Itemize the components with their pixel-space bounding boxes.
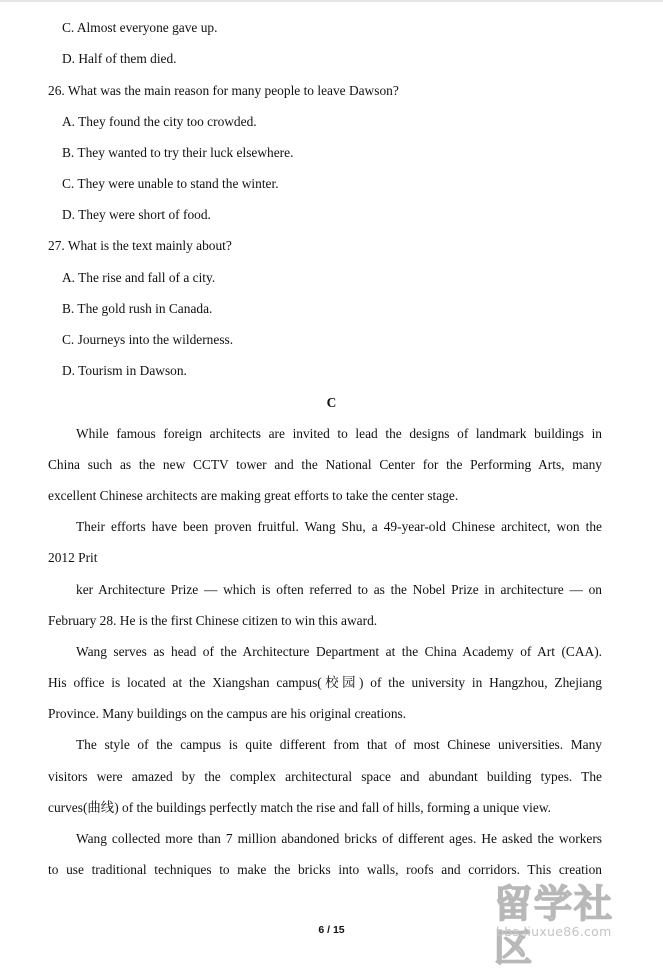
passage-line: Their efforts have been proven fruitful. Wang Shu, a 49-year-old Chinese architect, won the (76, 519, 602, 534)
passage-line: The style of the campus is quite different from that of most Chinese universities. Many (76, 737, 602, 752)
q27-option-c: C. Journeys into the wilderness. (62, 332, 234, 347)
passage-line: to use traditional techniques to make the bricks into walls, roofs and corridors. This creation (48, 862, 602, 877)
q26-option-c: C. They were unable to stand the winter. (62, 176, 279, 191)
passage-line: ker Architecture Prize — which is often referred to as the Nobel Prize in architecture — on (76, 582, 602, 597)
passage-line: His office is located at the Xiangshan campus(校园) of the university in Hangzhou, Zhejiang (48, 675, 602, 690)
passage-line: While famous foreign architects are invited to lead the designs of landmark buildings in (76, 426, 602, 441)
watermark-url: bbs.liuxue86.com (496, 924, 612, 939)
q26-option-d: D. They were short of food. (62, 207, 211, 222)
passage-line: Wang serves as head of the Architecture Department at the China Academy of Art (CAA). (76, 644, 602, 659)
passage-line: curves(曲线) of the buildings perfectly match the rise and fall of hills, forming a unique view. (48, 800, 551, 815)
passage-line: excellent Chinese architects are making great efforts to take the center stage. (48, 488, 459, 503)
page-number: 6 / 15 (318, 924, 345, 936)
q25-option-d: D. Half of them died. (62, 51, 177, 66)
q25-option-c: C. Almost everyone gave up. (62, 20, 218, 35)
q26-option-a: A. They found the city too crowded. (62, 114, 257, 129)
section-heading: C (326, 395, 337, 410)
passage-line: Wang collected more than 7 million abandoned bricks of different ages. He asked the workers (76, 831, 602, 846)
passage-line: 2012 Prit (48, 550, 98, 565)
q27-question: 27. What is the text mainly about? (48, 238, 232, 253)
passage-line: Province. Many buildings on the campus are his original creations. (48, 706, 407, 721)
q27-option-d: D. Tourism in Dawson. (62, 363, 187, 378)
q27-option-b: B. The gold rush in Canada. (62, 301, 213, 316)
watermark-logo: 留学社区 (494, 882, 615, 970)
q26-option-b: B. They wanted to try their luck elsewhere. (62, 145, 294, 160)
site-watermark (492, 882, 652, 970)
q26-question: 26. What was the main reason for many people to leave Dawson? (48, 83, 399, 98)
passage-line: China such as the new CCTV tower and the National Center for the Performing Arts, many (48, 457, 602, 472)
top-divider (0, 0, 663, 2)
q27-option-a: A. The rise and fall of a city. (62, 270, 216, 285)
passage-line: visitors were amazed by the complex architectural space and abundant building types. The (48, 769, 602, 784)
passage-line: February 28. He is the first Chinese citizen to win this award. (48, 613, 378, 628)
